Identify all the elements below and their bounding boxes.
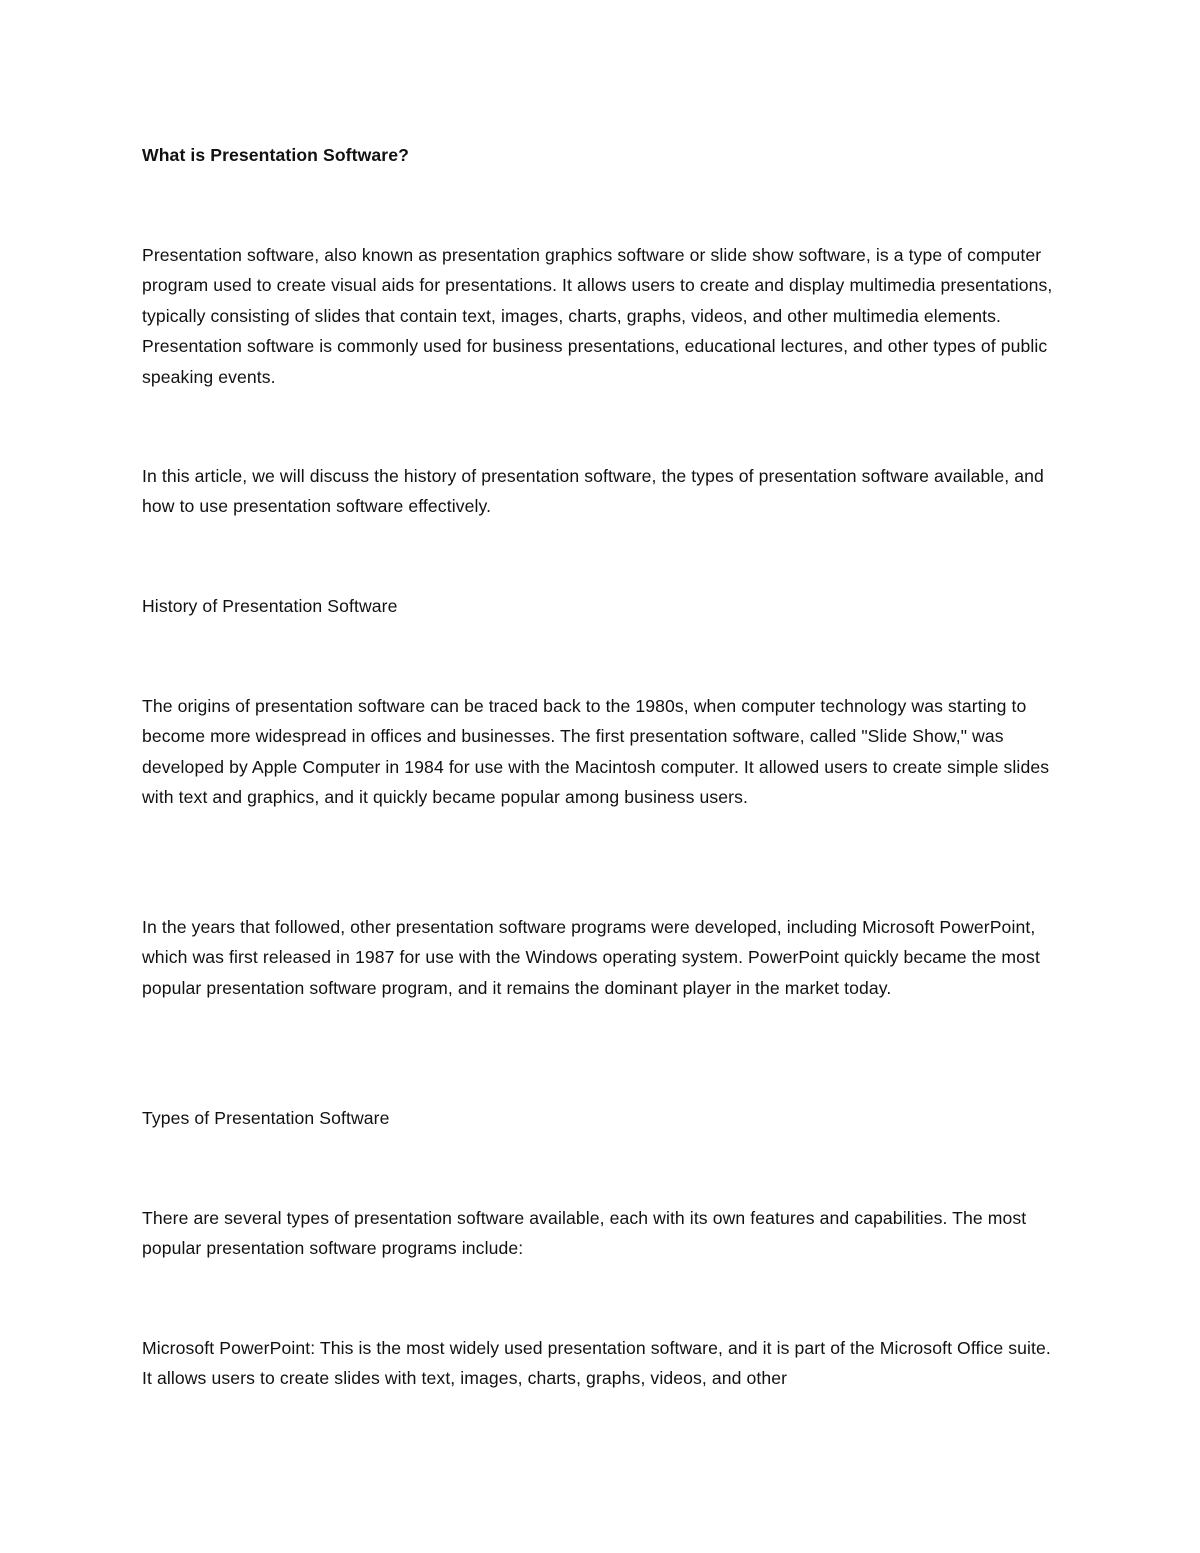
history-heading: History of Presentation Software <box>142 596 398 616</box>
history-powerpoint-paragraph: In the years that followed, other presentation software programs were developed, including Microsoft PowerPoint, which was first released in 1987 for use with the Windows operating system. PowerPoint quickly became the most popular presentation software program, and it remains the dominant player in the market today. <box>142 917 1040 998</box>
document-title: What is Presentation Software? <box>142 145 409 165</box>
intro-paragraph: Presentation software, also known as presentation graphics software or slide show software, is a type of computer program used to create visual aids for presentations. It allows users to create and display multimedia presentations, typically consisting of slides that contain text, images, charts, graphs, videos, and other multimedia elements. Presentation software is commonly used for business presentations, educational lectures, and other types of public speaking events. <box>142 245 1053 387</box>
types-intro-paragraph: There are several types of presentation software available, each with its own features and capabilities. The most popular presentation software programs include: <box>142 1208 1027 1259</box>
history-origins-paragraph: The origins of presentation software can be traced back to the 1980s, when computer technology was starting to become more widespread in offices and businesses. The first presentation software, called "Slide Show," was developed by Apple Computer in 1984 for use with the Macintosh computer. It allowed users to create simple slides with text and graphics, and it quickly became popular among business users. <box>142 696 1050 808</box>
powerpoint-description-paragraph: Microsoft PowerPoint: This is the most widely used presentation software, and it is part of the Microsoft Office suite. It allows users to create slides with text, images, charts, graphs, videos, and other <box>142 1338 1051 1389</box>
article-overview-paragraph: In this article, we will discuss the history of presentation software, the types of presentation software available, and how to use presentation software effectively. <box>142 466 1044 517</box>
types-heading: Types of Presentation Software <box>142 1108 390 1128</box>
